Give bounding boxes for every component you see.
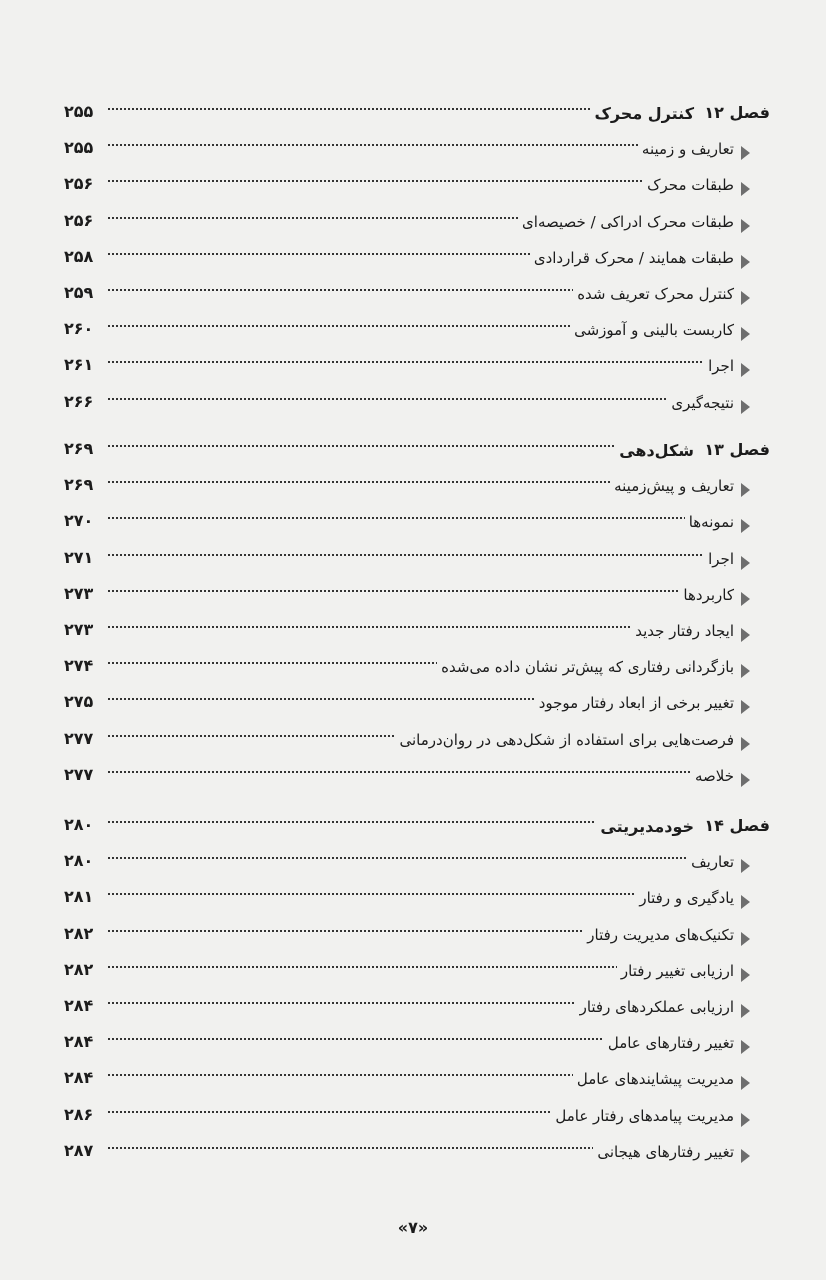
page-number-ref: ۲۵۵ — [64, 138, 94, 158]
dot-leader — [108, 771, 734, 773]
page-number-ref: ۲۵۶ — [64, 174, 94, 194]
toc-entry[interactable] — [0, 1030, 826, 1066]
entry-title: تکنیک‌های مدیریت رفتار — [583, 926, 734, 944]
toc-entry[interactable] — [0, 1139, 826, 1175]
entry-title: تغییر برخی از ابعاد رفتار موجود — [535, 694, 734, 712]
entry-title: فرصت‌هایی برای استفاده از شکل‌دهی در روان‌درمانی — [395, 731, 734, 749]
page-number-ref: ۲۸۱ — [64, 887, 94, 907]
toc-entry[interactable] — [0, 654, 826, 690]
entry-title: ایجاد رفتار جدید — [631, 622, 734, 640]
dot-leader — [108, 857, 734, 859]
page-number-ref: ۲۸۲ — [64, 923, 94, 943]
entry-title: کاربست بالینی و آموزشی — [570, 321, 734, 339]
page-number-ref: ۲۶۹ — [64, 439, 94, 458]
page-number-ref: ۲۷۴ — [64, 656, 94, 676]
page-number-ref: ۲۸۴ — [64, 1068, 94, 1088]
bullet-icon — [741, 773, 750, 787]
toc-entry[interactable] — [0, 582, 826, 618]
bullet-icon — [741, 737, 750, 751]
bullet-icon — [741, 400, 750, 414]
dot-leader — [108, 590, 734, 592]
toc-entry[interactable] — [0, 136, 826, 172]
page-number-ref: ۲۶۱ — [64, 355, 94, 375]
page-number-ref: ۲۵۹ — [64, 282, 94, 302]
entry-title: مدیریت پیشایندهای عامل — [573, 1070, 734, 1088]
chapter-label: فصل ۱۳ — [704, 440, 770, 459]
dot-leader — [108, 554, 734, 556]
entry-title: نمونه‌ها — [685, 513, 734, 531]
bullet-icon — [741, 1076, 750, 1090]
page-number-ref: ۲۵۵ — [64, 102, 94, 121]
entry-title: تعاریف — [687, 853, 734, 871]
page-number-ref: ۲۷۷ — [64, 764, 94, 784]
toc-entry[interactable] — [0, 958, 826, 994]
bullet-icon — [741, 327, 750, 341]
entry-title: طبقات محرک ادراکی / خصیصه‌ای — [518, 213, 734, 231]
chapter-title: کنترل محرک — [590, 104, 702, 123]
chapter-title: خودمدیریتی — [596, 817, 702, 836]
toc-entry[interactable] — [0, 727, 826, 763]
chapter-label: فصل ۱۲ — [704, 103, 770, 122]
entry-title: بازگردانی رفتاری که پیش‌تر نشان داده می‌شده — [437, 658, 734, 676]
toc-entry[interactable] — [0, 473, 826, 509]
page-number: «۷» — [397, 1218, 429, 1237]
page-number-ref: ۲۷۵ — [64, 692, 94, 712]
toc-entry[interactable] — [0, 618, 826, 654]
bullet-icon — [741, 1149, 750, 1163]
entry-title: تغییر رفتارهای عامل — [604, 1034, 734, 1052]
page-number-ref: ۲۸۴ — [64, 1032, 94, 1052]
bullet-icon — [741, 968, 750, 982]
bullet-icon — [741, 556, 750, 570]
chapter-heading[interactable] — [0, 813, 826, 849]
chapter-title: شکل‌دهی — [615, 441, 702, 460]
page-number-ref: ۲۶۹ — [64, 475, 94, 495]
page-number-ref: ۲۷۱ — [64, 547, 94, 567]
dot-leader — [108, 398, 734, 400]
toc-entry[interactable] — [0, 849, 826, 885]
page-number-ref: ۲۵۸ — [64, 246, 94, 266]
page-number-ref: ۲۸۰ — [64, 851, 94, 871]
page-number-ref: ۲۸۷ — [64, 1140, 94, 1160]
entry-title: مدیریت پیامدهای رفتار عامل — [551, 1107, 734, 1125]
chapter-13 — [0, 437, 826, 799]
bullet-icon — [741, 1040, 750, 1054]
bullet-icon — [741, 291, 750, 305]
dot-leader — [108, 180, 734, 182]
chapter-14 — [0, 813, 826, 1175]
bullet-icon — [741, 592, 750, 606]
toc-entry[interactable] — [0, 994, 826, 1030]
bullet-icon — [741, 146, 750, 160]
bullet-icon — [741, 255, 750, 269]
page-number-ref: ۲۸۴ — [64, 995, 94, 1015]
page-number-ref: ۲۶۰ — [64, 319, 94, 339]
bullet-icon — [741, 1113, 750, 1127]
toc-entry[interactable] — [0, 922, 826, 958]
bullet-icon — [741, 1004, 750, 1018]
bullet-icon — [741, 628, 750, 642]
page-number-ref: ۲۸۲ — [64, 959, 94, 979]
page-number-ref: ۲۷۰ — [64, 511, 94, 531]
toc-entry[interactable] — [0, 690, 826, 726]
entry-title: تعاریف و پیش‌زمینه — [610, 477, 734, 495]
chapter-label: فصل ۱۴ — [704, 816, 770, 835]
entry-title: تغییر رفتارهای هیجانی — [593, 1143, 734, 1161]
page-number-ref: ۲۶۶ — [64, 391, 94, 411]
entry-title: اجرا — [704, 550, 734, 568]
bullet-icon — [741, 859, 750, 873]
chapter-12 — [0, 100, 826, 426]
toc-entry[interactable] — [0, 509, 826, 545]
chapter-heading[interactable] — [0, 437, 826, 473]
bullet-icon — [741, 483, 750, 497]
toc-entry[interactable] — [0, 1066, 826, 1102]
chapter-heading[interactable] — [0, 100, 826, 136]
toc-entry[interactable] — [0, 390, 826, 426]
dot-leader — [108, 517, 734, 519]
entry-title: طبقات محرک — [643, 176, 734, 194]
toc-entry[interactable] — [0, 546, 826, 582]
toc-entry[interactable] — [0, 281, 826, 317]
entry-title: اجرا — [704, 357, 734, 375]
page-number-ref: ۲۸۰ — [64, 815, 94, 834]
entry-title: کنترل محرک تعریف شده — [573, 285, 734, 303]
bullet-icon — [741, 700, 750, 714]
entry-title: یادگیری و رفتار — [635, 889, 734, 907]
toc-entry[interactable] — [0, 1103, 826, 1139]
entry-title: تعاریف و زمینه — [638, 140, 734, 158]
page-number-ref: ۲۷۷ — [64, 728, 94, 748]
toc-entry[interactable] — [0, 317, 826, 353]
entry-title: طبقات همایند / محرک قراردادی — [530, 249, 734, 267]
bullet-icon — [741, 519, 750, 533]
page-number-ref: ۲۸۶ — [64, 1104, 94, 1124]
toc-entry[interactable] — [0, 209, 826, 245]
entry-title: ارزیابی تغییر رفتار — [617, 962, 734, 980]
dot-leader — [108, 361, 734, 363]
entry-title: ارزیابی عملکردهای رفتار — [576, 998, 734, 1016]
toc-entry[interactable] — [0, 353, 826, 389]
toc-entry[interactable] — [0, 245, 826, 281]
entry-title: کاربردها — [679, 586, 734, 604]
page-number-ref: ۲۷۳ — [64, 583, 94, 603]
toc-entry[interactable] — [0, 172, 826, 208]
entry-title: نتیجه‌گیری — [667, 394, 734, 412]
bullet-icon — [741, 219, 750, 233]
bullet-icon — [741, 363, 750, 377]
page-number-ref: ۲۷۳ — [64, 619, 94, 639]
entry-title: خلاصه — [691, 767, 734, 785]
bullet-icon — [741, 932, 750, 946]
bullet-icon — [741, 182, 750, 196]
bullet-icon — [741, 664, 750, 678]
toc-entry[interactable] — [0, 763, 826, 799]
toc-entry[interactable] — [0, 885, 826, 921]
bullet-icon — [741, 895, 750, 909]
page-number-ref: ۲۵۶ — [64, 210, 94, 230]
